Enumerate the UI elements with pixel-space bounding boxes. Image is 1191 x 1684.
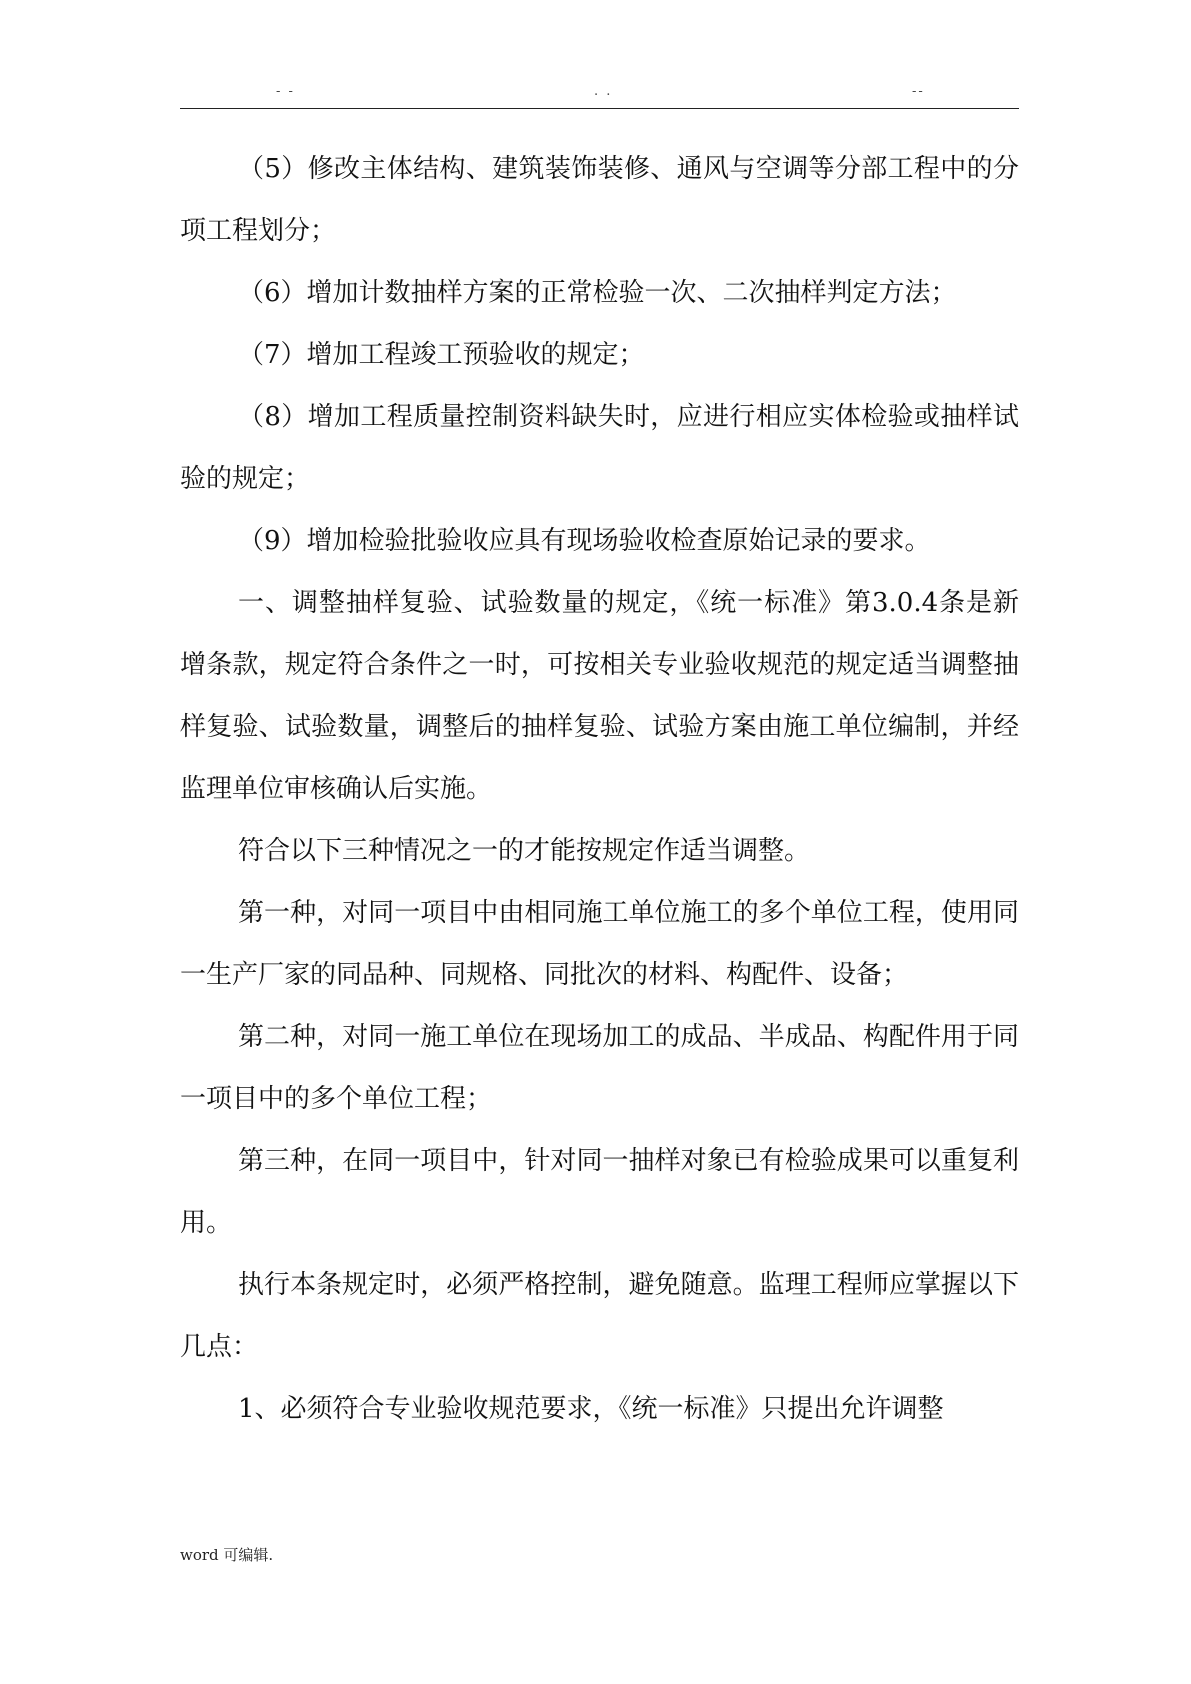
page-header (180, 82, 1019, 109)
paragraph-item-6: （6）增加计数抽样方案的正常检验一次、二次抽样判定方法； (238, 278, 957, 308)
paragraph-item-5: （5）修改主体结构、建筑装饰装修、通风与空调等分部工程中的分项工程划分； (180, 154, 1019, 246)
paragraph-case-three: 第三种，在同一项目中，针对同一抽样对象已有检验成果可以重复利用。 (180, 1146, 1019, 1238)
page-footer: word 可编辑. (180, 1546, 274, 1564)
paragraph-case-two: 第二种，对同一施工单位在现场加工的成品、半成品、构配件用于同一项目中的多个单位工程； (180, 1022, 1019, 1114)
paragraph-item-7: （7）增加工程竣工预验收的规定； (238, 340, 645, 370)
document-body (180, 138, 1019, 1440)
paragraph-case-one: 第一种，对同一项目中由相同施工单位施工的多个单位工程，使用同一生产厂家的同品种、同规格、同批次的材料、构配件、设备； (180, 898, 1019, 990)
paragraph-item-8: （8）增加工程质量控制资料缺失时，应进行相应实体检验或抽样试验的规定； (180, 402, 1019, 494)
header-center-mark: . . (594, 84, 613, 99)
header-right-mark: -- (912, 84, 925, 99)
paragraph-section-one: 一、调整抽样复验、试验数量的规定，《统一标准》第3.0.4条是新增条款，规定符合条件之一时，可按相关专业验收规范的规定适当调整抽样复验、试验数量，调整后的抽样复验、试验方案由施工单位编制，并经监理单位审核确认后实施。 (180, 588, 1019, 804)
paragraph-three-cases: 符合以下三种情况之一的才能按规定作适当调整。 (238, 836, 811, 866)
paragraph-execution: 执行本条规定时，必须严格控制，避免随意。监理工程师应掌握以下几点： (180, 1270, 1019, 1362)
paragraph-point-one: 1、必须符合专业验收规范要求，《统一标准》只提出允许调整 (238, 1394, 944, 1424)
header-left-mark: - - (276, 84, 295, 99)
paragraph-item-9: （9）增加检验批验收应具有现场验收检查原始记录的要求。 (238, 526, 931, 556)
